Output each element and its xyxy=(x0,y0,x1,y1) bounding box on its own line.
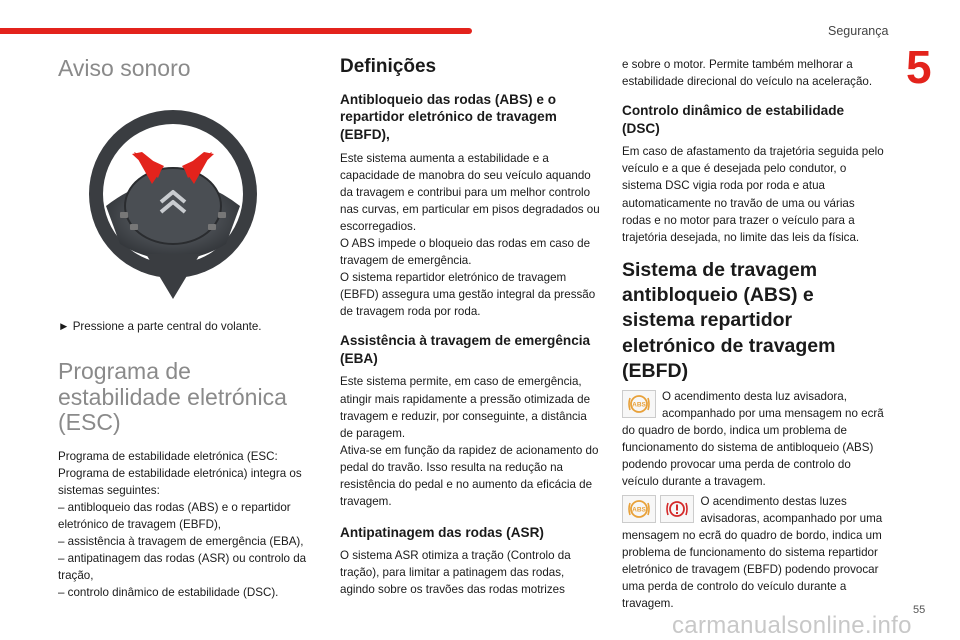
chapter-number: 5 xyxy=(906,41,932,93)
column-1 xyxy=(58,56,320,601)
ebfd-warning-block xyxy=(622,493,884,612)
esc-title: Programa de estabilidade eletrónica (ESC) xyxy=(58,357,287,436)
svg-text:ABS: ABS xyxy=(632,506,646,513)
esc-body: Programa de estabilidade eletrónica (ESC: Programa de estabilidade eletrónica) integra os sistemas seguintes: – antibloqueio das rodas (ABS) e o repartidor eletrónico de travagem (EBFD), – assistência à travagem de emergência (EBA), – antipatinagem das rodas (ASR) ou controlo da tração, – controlo dinâmico de estabilidade (DSC). xyxy=(58,450,307,600)
svg-text:ABS: ABS xyxy=(632,401,646,409)
abs-body: Este sistema aumenta a estabilidade e a capacidade de manobra do seu veículo aquando da travagem e contribui para um melhor controlo nas curvas, em particular em pisos degradados ou escorregadios. O ABS impede o bloqueio das rodas em caso de travagem de emergência. O sistema repartidor eletrónico de travagem (EBFD) assegura uma gestão integral da pressão de travagem roda por roda. xyxy=(340,151,600,319)
abs-title: Antibloqueio das rodas (ABS) e o repartidor eletrónico de travagem (EBFD), xyxy=(340,91,557,143)
asr-title: Antipatinagem das rodas (ASR) xyxy=(340,524,544,540)
asr-continued: e sobre o motor. Permite também melhorar a estabilidade direcional do veículo na aceleração. xyxy=(622,58,873,89)
eba-title: Assistência à travagem de emergência (EBA) xyxy=(340,333,591,366)
brake-warning-icon xyxy=(660,495,694,523)
column-2 xyxy=(340,56,602,598)
abs-warning-body: O acendimento desta luz avisadora, acompanhado por uma mensagem no ecrã do quadro de bordo, indica um problema de funcionamento do sistema de antibloqueio (ABS) podendo provocar uma perda de controlo do veículo durante a travagem. xyxy=(622,390,884,489)
definitions-title: Definições xyxy=(340,56,437,77)
abs-warning-icon xyxy=(622,390,656,418)
dsc-title: Controlo dinâmico de estabilidade (DSC) xyxy=(622,103,845,136)
column-3 xyxy=(622,56,884,612)
eba-body: Este sistema permite, em caso de emergência, atingir mais rapidamente a pressão otimizada de travagem e reduzir, por conseguinte, a distância de paragem. Ativa-se em função da rapidez de acionamento do pedal do travão. Isso resulta na redução na resistência do pedal e no aumento da eficácia de travagem. xyxy=(340,375,599,508)
page-number: 55 xyxy=(913,604,926,616)
header-accent-bar xyxy=(0,28,472,34)
brake-system-title: Sistema de travagem antibloqueio (ABS) e sistema repartidor eletrónico de travagem (EBFD) xyxy=(622,258,836,382)
abs-warning-icon-2 xyxy=(622,495,656,523)
horn-title: Aviso sonoro xyxy=(58,55,191,81)
watermark: carmanualsonline.info xyxy=(672,612,912,639)
ebfd-warning-body: O acendimento destas luzes avisadoras, acompanhado por uma mensagem no ecrã do quadro de bordo, indica um problema de funcionamento do sistema repartidor eletrónico de travagem (EBFD) podendo provocar uma perda de controlo do veículo durante a travagem. xyxy=(622,494,883,610)
dsc-body: Em caso de afastamento da trajetória seguida pelo veículo e a que é desejada pelo condutor, o sistema DSC vigia roda por roda e atua automaticamente no travão de uma ou várias rodas e no motor para trazer o veículo para a trajetória desejada, no limite das leis da física. xyxy=(622,145,884,244)
section-label: Segurança xyxy=(828,24,889,38)
asr-body: O sistema ASR otimiza a tração (Controlo da tração), para limitar a patinagem das rodas, agindo sobre os travões das rodas motrizes xyxy=(340,549,571,597)
horn-step: ► Pressione a parte central do volante. xyxy=(58,319,262,333)
steering-wheel-horn-figure xyxy=(86,94,260,306)
abs-warning-block xyxy=(622,388,884,490)
